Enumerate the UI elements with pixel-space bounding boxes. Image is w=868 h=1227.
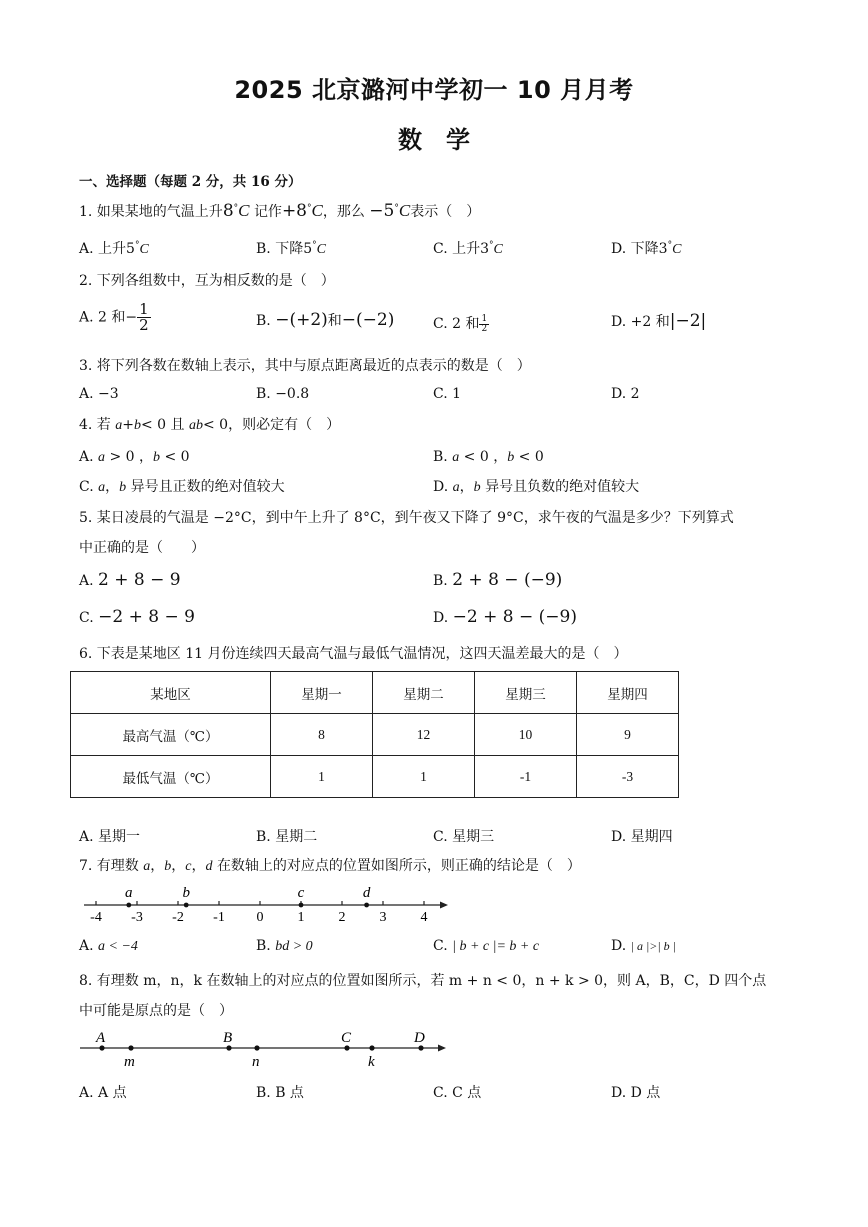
question-5-stem-line1: 5. 某日凌晨的气温是 −2°C，到中午上升了 8°C，到午夜又下降了 9°C，求午夜的气温是多少？下列算式 xyxy=(79,510,734,526)
tick-label: 4 xyxy=(420,910,428,925)
table-cell: 12 xyxy=(373,714,475,756)
point-label-a: a xyxy=(125,885,133,901)
table-cell: 1 xyxy=(373,756,475,798)
point-k-dot xyxy=(369,1045,374,1050)
tick-label: 0 xyxy=(256,910,264,925)
question-6-option-c[interactable]: C. 星期三 xyxy=(433,829,495,845)
table-header-cell: 星期三 xyxy=(475,672,577,714)
question-8-option-b[interactable]: B. B 点 xyxy=(256,1085,304,1101)
question-8-option-d[interactable]: D. D 点 xyxy=(611,1085,661,1101)
point-label-k: k xyxy=(368,1054,375,1070)
table-header-row xyxy=(71,672,679,714)
question-8-option-c[interactable]: C. C 点 xyxy=(433,1085,482,1101)
question-2-option-d[interactable]: D. +2 和|−2| xyxy=(611,311,707,331)
point-label-c: C xyxy=(341,1030,352,1046)
table-header-cell: 某地区 xyxy=(71,672,271,714)
question-7-option-a[interactable]: A. a < −4 xyxy=(79,938,138,954)
question-3-option-a[interactable]: A. −3 xyxy=(79,386,119,402)
point-label-n: n xyxy=(252,1054,260,1070)
question-3-stem: 3. 将下列各数在数轴上表示，其中与原点距离最近的点表示的数是（ ） xyxy=(79,358,531,374)
number-line-arrow xyxy=(440,902,448,909)
table-header-cell: 星期一 xyxy=(271,672,373,714)
question-4-option-a[interactable]: A. a > 0 ，b < 0 xyxy=(79,449,190,465)
subject-title: 数 学 xyxy=(398,126,470,154)
point-d-dot xyxy=(418,1045,423,1050)
question-8-stem-line2: 中可能是原点的是（ ） xyxy=(79,1003,233,1019)
point-d-dot xyxy=(364,903,369,908)
table-header-cell: 星期四 xyxy=(577,672,679,714)
tick-label: 3 xyxy=(379,910,387,925)
point-label-m: m xyxy=(124,1054,135,1070)
tick-label: 1 xyxy=(297,910,305,925)
question-1-option-d[interactable]: D. 下降3°C xyxy=(611,240,682,257)
question-2-option-c[interactable]: C. 2 和 $\frac{1}{2}$ xyxy=(433,313,488,334)
point-a-dot xyxy=(126,903,131,908)
question-4-option-b[interactable]: B. a < 0 ，b < 0 xyxy=(433,449,544,465)
page-title: 2025 北京潞河中学初一 10 月月考 xyxy=(234,76,634,104)
point-n-dot xyxy=(254,1045,259,1050)
table-cell: -3 xyxy=(577,756,679,798)
question-7-option-d[interactable]: D. | a |>| b | xyxy=(611,938,676,954)
question-5-option-b[interactable]: B. 2 + 8 − (−9) xyxy=(433,570,563,590)
question-7-option-b[interactable]: B. bd > 0 xyxy=(256,938,313,954)
question-5-option-d[interactable]: D. −2 + 8 − (−9) xyxy=(433,607,577,627)
question-2-option-b[interactable]: B. −(+2)和−(−2) xyxy=(256,310,395,330)
point-label-a: A xyxy=(96,1030,106,1046)
question-1-option-a[interactable]: A. 上升5°C xyxy=(79,240,149,257)
question-4-option-c[interactable]: C. a，b 异号且正数的绝对值较大 xyxy=(79,479,285,495)
question-8-stem-line1: 8. 有理数 m，n，k 在数轴上的对应点的位置如图所示，若 m + n < 0，n + k > 0，则 A，B，C，D 四个点 xyxy=(79,973,767,989)
temperature-table xyxy=(70,671,679,798)
question-8-option-a[interactable]: A. A 点 xyxy=(79,1085,127,1101)
point-a-dot xyxy=(99,1045,104,1050)
table-cell: 1 xyxy=(271,756,373,798)
question-3-option-d[interactable]: D. 2 xyxy=(611,386,640,402)
question-4-stem: 4. 若 a+b< 0 且 ab< 0，则必定有（ ） xyxy=(79,417,341,433)
question-2-option-a[interactable]: A. 2 和− $\frac{1}{2}$ xyxy=(79,300,149,334)
tick-label: -3 xyxy=(131,910,143,925)
number-line-arrow xyxy=(438,1045,446,1052)
question-5-option-c[interactable]: C. −2 + 8 − 9 xyxy=(79,607,195,627)
question-5-option-a[interactable]: A. 2 + 8 − 9 xyxy=(79,570,181,590)
tick-label: -1 xyxy=(213,910,225,925)
table-row xyxy=(71,756,679,798)
table-cell: 9 xyxy=(577,714,679,756)
question-5-stem-line2: 中正确的是（ ） xyxy=(79,540,205,556)
tick-label: -4 xyxy=(90,910,102,925)
table-cell: 10 xyxy=(475,714,577,756)
question-6-stem: 6. 下表是某地区 11 月份连续四天最高气温与最低气温情况，这四天温差最大的是（ ） xyxy=(79,646,628,662)
point-label-d: d xyxy=(362,885,371,901)
question-2-stem: 2. 下列各组数中，互为相反数的是（ ） xyxy=(79,273,335,289)
number-line-q8 xyxy=(76,1026,456,1072)
question-3-option-c[interactable]: C. 1 xyxy=(433,386,462,402)
question-1-option-b[interactable]: B. 下降5°C xyxy=(256,240,326,257)
tick-label: 2 xyxy=(338,910,346,925)
table-cell: 8 xyxy=(271,714,373,756)
point-label-d: D xyxy=(414,1030,425,1046)
point-c-dot xyxy=(344,1045,349,1050)
question-3-option-b[interactable]: B. −0.8 xyxy=(256,386,310,402)
point-b-dot xyxy=(226,1045,231,1050)
point-label-b: B xyxy=(223,1030,233,1046)
question-7-option-c[interactable]: C. | b + c |= b + c xyxy=(433,938,540,954)
table-row xyxy=(71,714,679,756)
point-label-c: c xyxy=(297,885,305,901)
table-cell: 最低气温（℃） xyxy=(71,756,271,798)
section-heading: 一、选择题（每题 2 分，共 16 分） xyxy=(79,174,302,190)
question-7-stem: 7. 有理数 a，b，c，d 在数轴上的对应点的位置如图所示，则正确的结论是（ ） xyxy=(79,858,581,874)
question-6-option-d[interactable]: D. 星期四 xyxy=(611,829,673,845)
table-cell: 最高气温（℃） xyxy=(71,714,271,756)
tick-label: -2 xyxy=(172,910,184,925)
point-m-dot xyxy=(128,1045,133,1050)
point-c-dot xyxy=(299,903,304,908)
number-line-q7 xyxy=(76,880,456,926)
question-4-option-d[interactable]: D. a，b 异号且负数的绝对值较大 xyxy=(433,479,640,495)
point-label-b: b xyxy=(182,885,190,901)
question-1-option-c[interactable]: C. 上升3°C xyxy=(433,240,503,257)
question-6-option-a[interactable]: A. 星期一 xyxy=(79,829,141,845)
question-1-stem: 1. 如果某地的气温上升8°C 记作+8°C，那么 −5°C表示（ ） xyxy=(79,201,481,221)
point-b-dot xyxy=(184,903,189,908)
table-cell: -1 xyxy=(475,756,577,798)
question-6-option-b[interactable]: B. 星期二 xyxy=(256,829,318,845)
table-header-cell: 星期二 xyxy=(373,672,475,714)
